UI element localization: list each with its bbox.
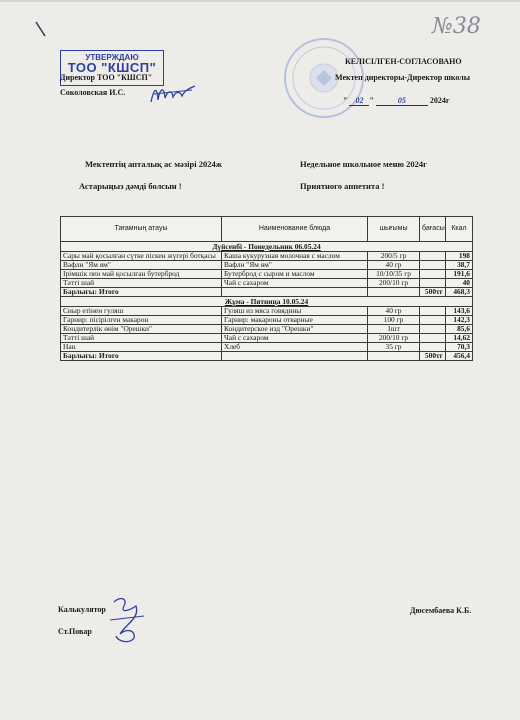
calculator-label: Калькулятор [58,605,106,614]
header-kcal: Ккал [446,217,473,242]
table-row [61,325,473,334]
cell-price [420,261,446,270]
total-row [61,288,473,297]
cell-price [420,343,446,352]
total-kcal: 468,3 [446,288,473,297]
cell-dish-kz: Гарнир: пісірілген макарон [61,316,222,325]
cell-yield: 35 гр [368,343,420,352]
cell-dish-kz: Кондитерлік өнім "Орешки" [61,325,222,334]
cell-dish-ru: Гарнир: макароны отварные [222,316,368,325]
cell-price [420,325,446,334]
ru-wish: Приятного аппетита ! [300,181,385,191]
director-name: Соколовская И.С. [60,88,126,97]
director-signature [148,80,198,108]
header-price: бағасы [420,217,446,242]
total-empty [222,288,368,297]
cell-dish-ru: Кондитерское изд "Орешки" [222,325,368,334]
cell-kcal: 40 [446,279,473,288]
cell-kcal: 70,3 [446,343,473,352]
date-day: 02 [349,96,369,106]
cell-dish-kz: Сиыр етінен гуляш [61,307,222,316]
day-row [61,242,473,252]
cell-yield: 40 гр [368,307,420,316]
table-row [61,279,473,288]
cell-price [420,270,446,279]
cell-yield: 40 гр [368,261,420,270]
cell-dish-kz: Ірімшік пен май қосылған бутерброд [61,270,222,279]
day-row [61,297,473,307]
scan-edge [0,0,520,2]
cell-dish-ru: Чай с сахаром [222,334,368,343]
cell-dish-kz: Тәтті шай [61,279,222,288]
cell-yield: 1шт [368,325,420,334]
pen-mark [34,20,48,40]
cell-kcal: 143,6 [446,307,473,316]
calculator-signature [106,594,150,646]
date-quote-close: " [369,96,374,105]
cell-dish-ru: Хлеб [222,343,368,352]
total-row [61,352,473,361]
table-row [61,252,473,261]
total-price: 500тг [420,352,446,361]
kz-wish: Астарыңыз дәмді болсын ! [79,181,182,191]
director-left: Директор ТОО "КШСП" [60,73,153,82]
cell-price [420,334,446,343]
cell-yield: 10/10/35 гр [368,270,420,279]
day-label: Дүйсенбі - Понедельник 06.05.24 [61,242,473,252]
cell-dish-kz: Вафли "Ям ям" [61,261,222,270]
cook-label: Ст.Повар [58,627,92,636]
day-label: Жұма - Пятница 10.05.24 [61,297,473,307]
table-row [61,270,473,279]
calculator-name: Дюсембаева К.Б. [410,606,472,615]
cell-dish-ru: Каша кукурузная молочная с маслом [222,252,368,261]
header-dish-kz: Тағамның атауы [61,217,222,242]
approval-date [343,96,450,106]
cell-kcal: 38,7 [446,261,473,270]
cell-yield: 200/10 гр [368,279,420,288]
table-row [61,261,473,270]
table-row [61,316,473,325]
cell-kcal: 142,3 [446,316,473,325]
cell-dish-ru: Бутерброд с сыром и маслом [222,270,368,279]
cell-price [420,252,446,261]
table-row [61,343,473,352]
cell-price [420,316,446,325]
ru-title: Недельное школьное меню 2024г [300,159,428,169]
date-year: 2024г [429,96,450,105]
cell-kcal: 14,62 [446,334,473,343]
header-dish-ru: Наименование блюда [222,217,368,242]
table-row [61,307,473,316]
cell-price [420,279,446,288]
menu-table [60,216,473,361]
cell-dish-ru: Вафли "Ям ям" [222,261,368,270]
cell-dish-kz: Сары май қосылған сүтке піскен жүгері ботқасы [61,252,222,261]
total-price: 500тг [420,288,446,297]
total-kcal: 456,4 [446,352,473,361]
cell-yield: 200/5 гр [368,252,420,261]
date-month: 05 [376,96,428,106]
header-yield: шығымы [368,217,420,242]
total-empty [368,352,420,361]
cell-kcal: 85,6 [446,325,473,334]
director-right: Мектеп директоры-Директор школы [335,73,471,82]
date-quote-open: " [343,96,348,105]
cell-dish-kz: Нан [61,343,222,352]
cell-kcal: 198 [446,252,473,261]
handwritten-number: №38 [432,14,481,39]
cell-dish-ru: Чай с сахаром [222,279,368,288]
stamp-org: ТОО "КШСП" [67,60,157,75]
cell-dish-kz: Тәтті шай [61,334,222,343]
cell-dish-ru: Гуляш из мяса говядины [222,307,368,316]
stamp-title: УТВЕРЖДАЮ [85,53,139,62]
cell-kcal: 191,6 [446,270,473,279]
approved-right: КЕЛІСІЛГЕН-СОГЛАСОВАНО [345,57,462,66]
table-row [61,334,473,343]
total-empty [222,352,368,361]
cell-yield: 200/10 гр [368,334,420,343]
total-empty [368,288,420,297]
total-label: Барлығы: Итого [61,288,222,297]
table-header-row [61,217,473,242]
total-label: Барлығы: Итого [61,352,222,361]
kz-title: Мектептің апталық ас мәзірі 2024ж [85,159,222,169]
cell-yield: 100 гр [368,316,420,325]
cell-price [420,307,446,316]
